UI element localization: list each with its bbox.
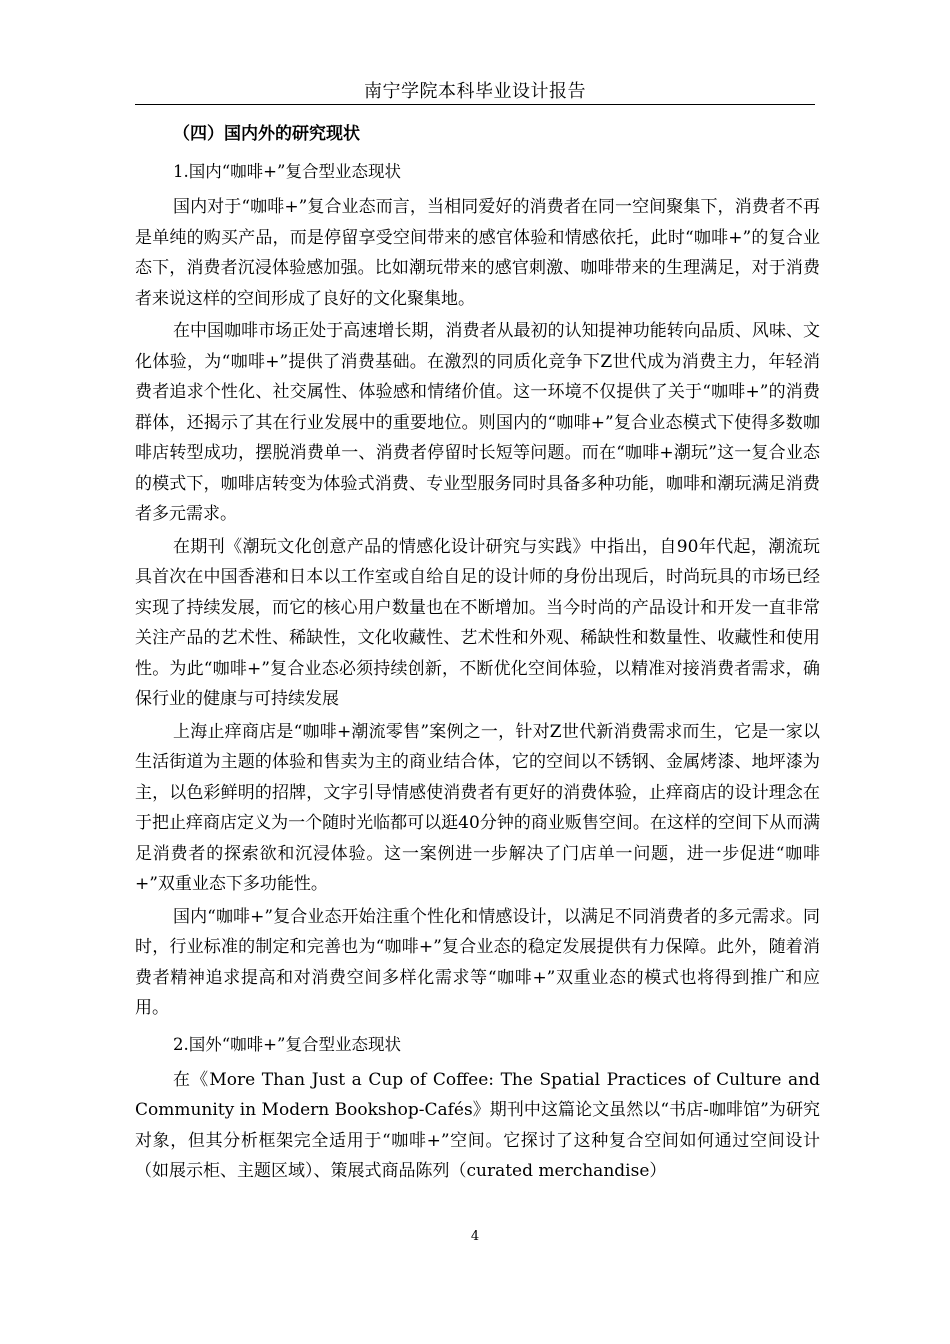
page-body: [135, 118, 820, 1189]
foreign-subheading: 2.国外“咖啡+”复合型业态现状: [173, 1034, 401, 1054]
domestic-paragraph-1: 国内对于“咖啡+”复合业态而言，当相同爱好的消费者在同一空间聚集下，消费者不再是单纯的购买产品，而是停留享受空间带来的感官体验和情感依托，此时“咖啡+”的复合业态下，消费者沉浸体验感加强。比如潮玩带来的感官刺激、咖啡带来的生理满足，对于消费者来说这样的空间形成了良好的文化聚集地。: [135, 197, 820, 309]
domestic-paragraph-4: 上海止痒商店是“咖啡+潮流零售”案例之一，针对Z世代新消费需求而生，它是一家以生活街道为主题的体验和售卖为主的商业结合体，它的空间以不锈钢、金属烤漆、地坪漆为主，以色彩鲜明的招牌，文字引导情感使消费者有更好的消费体验，止痒商店的设计理念在于把止痒商店定义为一个随时光临都可以逛40分钟的商业贩售空间。在这样的空间下从而满足消费者的探索欲和沉浸体验。这一案例进一步解决了门店单一问题，进一步促进“咖啡+”双重业态下多功能性。: [135, 721, 820, 894]
domestic-subheading: 1.国内“咖啡+”复合型业态现状: [173, 162, 401, 181]
page-number: 4: [470, 1229, 480, 1244]
domestic-paragraph-5: 国内“咖啡+”复合业态开始注重个性化和情感设计，以满足不同消费者的多元需求。同时，行业标准的制定和完善也为“咖啡+”复合业态的稳定发展提供有力保障。此外，随着消费者精神追求提高和对消费空间多样化需求等“咖啡+”双重业态的模式也将得到推广和应用。: [135, 906, 820, 1018]
section-heading: （四）国内外的研究现状: [173, 124, 360, 144]
domestic-paragraph-2: 在中国咖啡市场正处于高速增长期，消费者从最初的认知提神功能转向品质、风味、文化体验，为“咖啡+”提供了消费基础。在激烈的同质化竞争下Z世代成为消费主力，年轻消费者追求个性化、社交属性、体验感和情绪价值。这一环境不仅提供了关于“咖啡+”的消费群体，还揭示了其在行业发展中的重要地位。则国内的“咖啡+”复合业态模式下使得多数咖啡店转型成功，摆脱消费单一、消费者停留时长短等问题。而在“咖啡+潮玩”这一复合业态的模式下，咖啡店转变为体验式消费、专业型服务同时具备多种功能，咖啡和潮玩满足消费者多元需求。: [135, 321, 820, 524]
foreign-paragraph-1: 在《More Than Just a Cup of Coffee: The Spatial Practices of Culture and Community in Modern Bookshop-Cafés》期刊中这篇论文虽然以“书店-咖啡馆”为研究对象，但其分析框架完全适用于“咖啡+”空间。它探讨了这种复合空间如何通过空间设计（如展示柜、主题区域）、策展式商品陈列（curated merchandise）: [135, 1069, 820, 1181]
header-divider: [135, 104, 815, 105]
domestic-paragraph-3: 在期刊《潮玩文化创意产品的情感化设计研究与实践》中指出，自90年代起，潮流玩具首次在中国香港和日本以工作室或自给自足的设计师的身份出现后，时尚玩具的市场已经实现了持续发展，而它的核心用户数量也在不断增加。当今时尚的产品设计和开发一直非常关注产品的艺术性、稀缺性，文化收藏性、艺术性和外观、稀缺性和数量性、收藏性和使用性。为此“咖啡+”复合业态必须持续创新，不断优化空间体验，以精准对接消费者需求，确保行业的健康与可持续发展: [135, 536, 820, 709]
running-header-title: 南宁学院本科毕业设计报告: [364, 81, 586, 102]
